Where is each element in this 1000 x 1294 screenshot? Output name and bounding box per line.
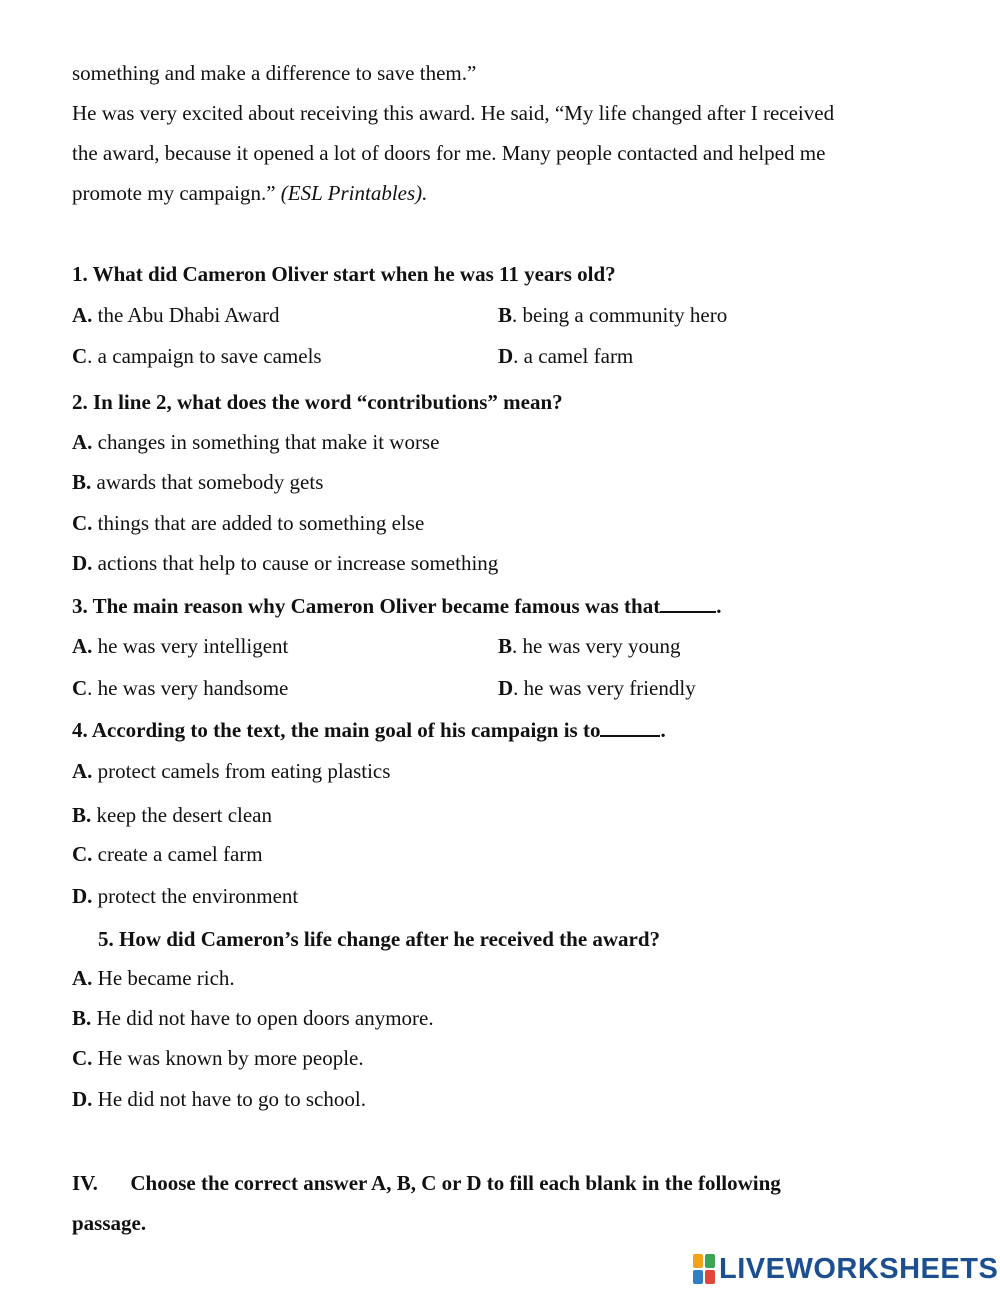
question-3-end: . [716, 594, 722, 618]
q1-option-a-text: the Abu Dhabi Award [92, 303, 280, 327]
q5-option-c-letter: C. [72, 1046, 93, 1070]
q4-option-b-text: keep the desert clean [91, 803, 273, 827]
section-4-heading [72, 1170, 781, 1196]
intro-line-2: He was very excited about receiving this award. He said, “My life changed after I received [72, 101, 835, 125]
q1-option-b-text: . being a community hero [512, 303, 728, 327]
q5-option-c-text: He was known by more people. [92, 1046, 364, 1070]
question-3 [72, 593, 721, 619]
q2-option-b-text: awards that somebody gets [91, 470, 324, 494]
q2-option-c-text: things that are added to something else [92, 511, 425, 535]
q4-option-c[interactable] [72, 841, 263, 867]
q5-option-c[interactable] [72, 1045, 364, 1071]
q4-option-b-letter: B. [72, 803, 92, 827]
question-4-end: . [660, 718, 666, 742]
q5-option-d-text: He did not have to go to school. [92, 1087, 366, 1111]
logo-icon [693, 1254, 715, 1284]
q2-option-d-letter: D. [72, 551, 93, 575]
q2-option-c-letter: C. [72, 511, 93, 535]
q2-option-a-letter: A. [72, 430, 93, 454]
q4-option-a[interactable] [72, 758, 390, 784]
q4-option-d-text: protect the environment [92, 884, 299, 908]
q2-option-b-letter: B. [72, 470, 92, 494]
q3-option-a[interactable] [72, 633, 288, 659]
logo-text: LIVEWORKSHEETS [719, 1252, 999, 1285]
q1-option-a[interactable] [72, 302, 279, 328]
q3-option-d[interactable] [498, 675, 696, 701]
intro-line-4 [72, 180, 427, 206]
answer-blank [600, 717, 660, 737]
q3-option-c-letter: C [72, 676, 88, 700]
question-3-text: 3. The main reason why Cameron Oliver became famous was that [72, 594, 661, 618]
q2-option-b[interactable] [72, 469, 323, 495]
q3-option-c-text: . he was very handsome [87, 676, 289, 700]
section-4-numeral: IV. [72, 1171, 98, 1195]
q1-option-d-letter: D [498, 344, 514, 368]
section-4-title-cont: passage. [72, 1211, 147, 1235]
q5-option-a-text: He became rich. [92, 966, 235, 990]
logo-square-3 [693, 1270, 703, 1284]
q1-option-b-letter: B [498, 303, 513, 327]
question-5: 5. How did Cameron’s life change after he received the award? [98, 927, 661, 951]
q5-option-a[interactable] [72, 965, 235, 991]
q3-option-a-letter: A. [72, 634, 93, 658]
q5-option-a-letter: A. [72, 966, 93, 990]
q5-option-b-text: He did not have to open doors anymore. [91, 1006, 434, 1030]
q3-option-d-text: . he was very friendly [513, 676, 696, 700]
question-1: 1. What did Cameron Oliver start when he was 11 years old? [72, 262, 616, 286]
q1-option-b[interactable] [498, 302, 727, 328]
intro-line-4-text: promote my campaign.” [72, 181, 276, 205]
q3-option-a-text: he was very intelligent [92, 634, 289, 658]
q2-option-d[interactable] [72, 550, 498, 576]
q4-option-d-letter: D. [72, 884, 93, 908]
intro-line-3: the award, because it opened a lot of doors for me. Many people contacted and helped me [72, 141, 826, 165]
q5-option-b-letter: B. [72, 1006, 92, 1030]
intro-line-1: something and make a difference to save them.” [72, 61, 477, 85]
q4-option-d[interactable] [72, 883, 298, 909]
q5-option-d[interactable] [72, 1086, 366, 1112]
q1-option-c-letter: C [72, 344, 88, 368]
q5-option-b[interactable] [72, 1005, 434, 1031]
q4-option-b[interactable] [72, 802, 272, 828]
q3-option-b[interactable] [498, 633, 681, 659]
q4-option-c-letter: C. [72, 842, 93, 866]
logo-square-2 [705, 1254, 715, 1268]
q4-option-c-text: create a camel farm [92, 842, 263, 866]
q3-option-d-letter: D [498, 676, 514, 700]
section-4-title: Choose the correct answer A, B, C or D to fill each blank in the following [130, 1171, 781, 1195]
q1-option-c-text: . a campaign to save camels [87, 344, 322, 368]
intro-source: (ESL Printables). [280, 181, 428, 205]
q1-option-a-letter: A. [72, 303, 93, 327]
q4-option-a-text: protect camels from eating plastics [92, 759, 391, 783]
question-4-text: 4. According to the text, the main goal of his campaign is to [72, 718, 601, 742]
q2-option-a[interactable] [72, 429, 439, 455]
question-2: 2. In line 2, what does the word “contributions” mean? [72, 390, 563, 414]
q2-option-d-text: actions that help to cause or increase something [92, 551, 499, 575]
q4-option-a-letter: A. [72, 759, 93, 783]
question-4 [72, 717, 666, 743]
q5-option-d-letter: D. [72, 1087, 93, 1111]
q3-option-c[interactable] [72, 675, 288, 701]
q1-option-d-text: . a camel farm [513, 344, 634, 368]
q1-option-c[interactable] [72, 343, 322, 369]
logo-square-4 [705, 1270, 715, 1284]
q2-option-c[interactable] [72, 510, 424, 536]
liveworksheets-logo [693, 1252, 998, 1286]
q1-option-d[interactable] [498, 343, 633, 369]
q3-option-b-letter: B [498, 634, 513, 658]
q3-option-b-text: . he was very young [512, 634, 681, 658]
answer-blank [660, 593, 716, 613]
logo-square-1 [693, 1254, 703, 1268]
q2-option-a-text: changes in something that make it worse [92, 430, 440, 454]
